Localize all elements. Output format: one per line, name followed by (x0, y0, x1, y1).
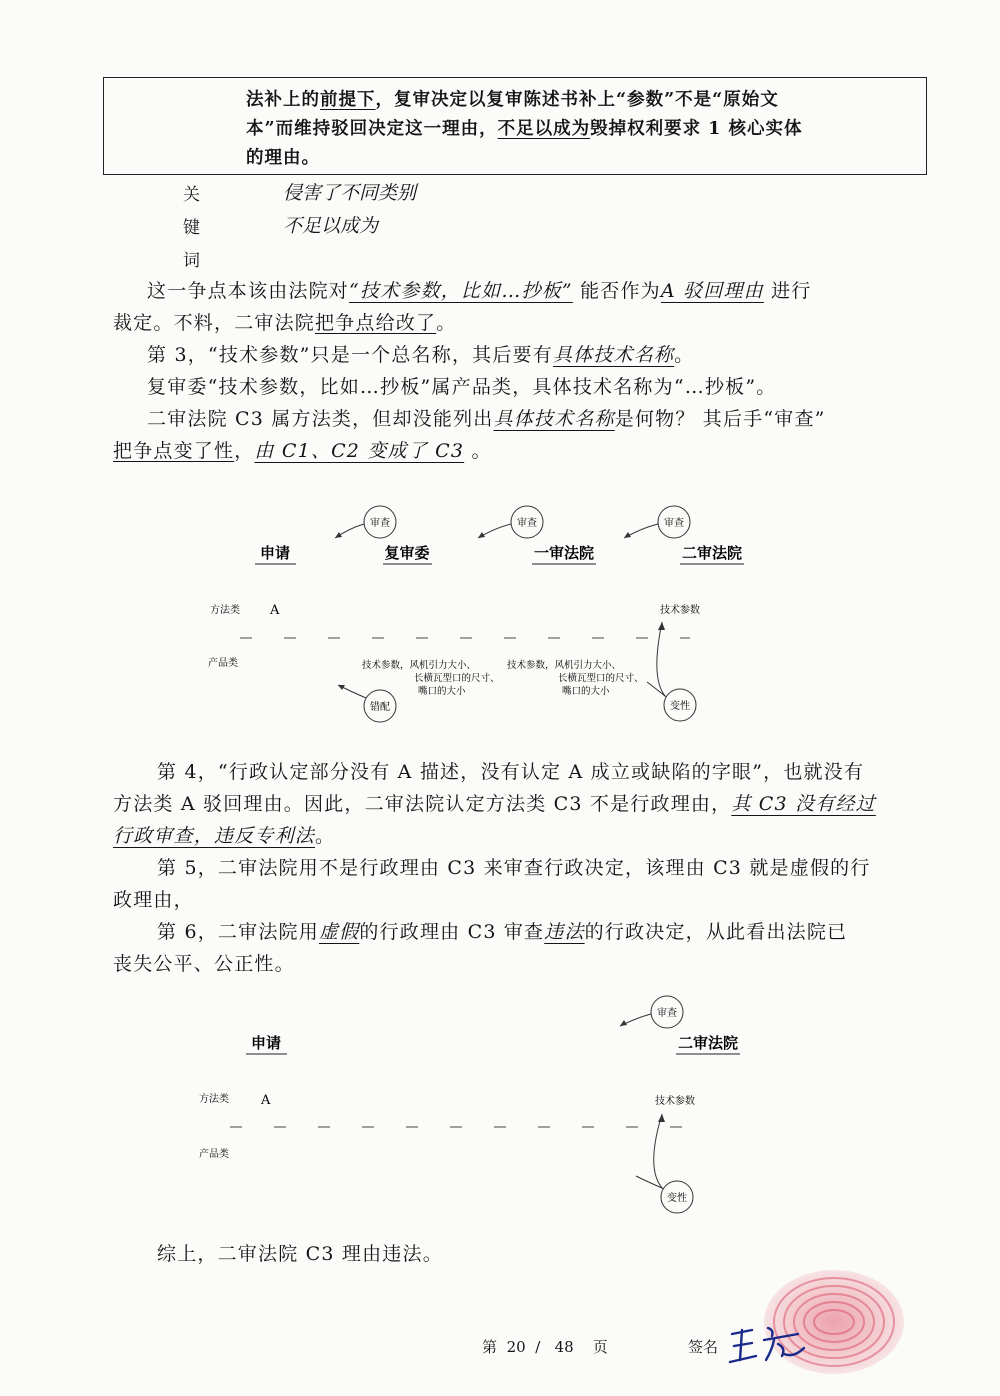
p6-text-b: 政理由， (113, 889, 194, 911)
p1-text-h: 。 (436, 312, 457, 334)
change-circle-d2 (636, 1114, 693, 1213)
p1-emphasis-d: A 驳回理由 (660, 280, 764, 302)
review-label-2: 审查 (517, 518, 537, 529)
p4-emphasis-d: 把争点变了性 (113, 440, 235, 462)
diagram-1 (0, 500, 1000, 730)
p1-text-f: 裁定。不料，二审法院 (113, 312, 316, 334)
review-circle-1 (335, 506, 396, 538)
handwritten-signature (728, 1318, 808, 1368)
paragraph-2 (113, 339, 913, 371)
stage-first-instance: 一审法院 (533, 544, 595, 562)
keyword-1: 侵害了不同类别 (283, 182, 417, 204)
keyword-label-1: 关 (183, 185, 200, 205)
page-sep: / (535, 1338, 541, 1356)
stage-second-instance-d2: 二审法院 (677, 1034, 739, 1052)
p5-emphasis-d: 行政审查，违反专利法 (113, 825, 316, 847)
p2-text-c: 。 (674, 344, 695, 366)
review-label-d2: 审查 (657, 1008, 677, 1019)
p4-emphasis-f: 由 C1、C2 变成了 C3 (254, 440, 465, 462)
mismatch-circle (338, 685, 396, 722)
review-label-3: 审查 (664, 518, 684, 529)
p7-text-e: 的行政决定，从此看出法院已 (584, 921, 848, 943)
p2-emphasis-b: 具体技术名称 (552, 344, 675, 366)
page-number (482, 1336, 608, 1357)
a-label: A (270, 603, 280, 618)
paragraph-6 (113, 852, 913, 916)
paragraph-4 (113, 403, 913, 467)
p7-text-a: 第 6，二审法院用 (157, 921, 319, 943)
sign-label: 签名 (688, 1338, 719, 1356)
p5-emphasis-c: 其 C3 没有经过 (731, 793, 876, 815)
review-circle-d2 (620, 996, 683, 1028)
keyword-2: 不足以成为 (283, 215, 379, 237)
stage-reexam-board: 复审委 (384, 544, 430, 562)
row-product: 产品类 (208, 658, 238, 669)
review-circle-3 (624, 506, 690, 538)
tech-param-label: 技术参数 (660, 605, 700, 616)
p5-text-a: 第 4，“行政认定部分没有 A 描述，没有认定 A 成立或缺陷的字眼”，也就没有 (157, 761, 865, 783)
review-label-1: 审查 (370, 518, 390, 529)
box-line2-underlined: 不足以成为 (497, 119, 591, 139)
keyword-label-2: 键 (183, 218, 200, 238)
mismatch-label: 错配 (370, 702, 390, 713)
p7-emphasis-b: 虚假 (318, 921, 360, 943)
p7-text-c: 的行政理由 C3 审查 (359, 921, 545, 943)
stage-apply-d2: 申请 (250, 1034, 282, 1052)
page-prefix: 第 (482, 1338, 498, 1356)
p1-text-e: 进行 (763, 280, 812, 302)
box-line1-b: ，复审决定以复审陈述书补上“参数”不是“原始文 (375, 90, 779, 110)
quote-box (103, 77, 927, 175)
p7-emphasis-d: 违法 (544, 921, 585, 943)
tech-param-label-d2: 技术参数 (655, 1096, 695, 1107)
box-line1-underlined: 前提下 (320, 90, 376, 110)
change-circle (647, 622, 696, 721)
box-line3: 的理由。 (246, 148, 320, 168)
diagram-2 (0, 990, 1000, 1220)
p6-text-a: 第 5，二审法院用不是行政理由 C3 来审查行政决定，该理由 C3 就是虚假的行 (157, 857, 871, 879)
box-line1-a: 法补上的 (246, 90, 320, 110)
paragraph-3: 复审委“技术参数，比如…抄板”属产品类，具体技术名称为“…抄板”。 (147, 376, 777, 398)
keyword-label-3: 词 (183, 251, 200, 271)
p4-text-e: ， (234, 440, 255, 462)
paragraph-7 (113, 916, 913, 980)
note1-line2: 长横瓦型口的尺寸、 (414, 673, 500, 684)
row-method-d2: 方法类 (199, 1094, 229, 1105)
p4-text-g: 。 (464, 440, 492, 462)
stage-apply: 申请 (259, 544, 291, 562)
p4-text-a: 二审法院 C3 属方法类，但却没能列出 (147, 408, 494, 430)
p1-emphasis-g: 把争点给改了 (315, 312, 437, 334)
p4-emphasis-b: 具体技术名称 (493, 408, 615, 430)
p7-text-f: 丧失公平、公正性。 (113, 953, 295, 975)
p4-text-c: 是何物？ 其后手“审查” (614, 408, 826, 430)
paragraph-5 (113, 756, 913, 852)
conclusion: 综上，二审法院 C3 理由违法。 (157, 1243, 443, 1265)
note2-line1: 技术参数，风机引力大小、 (507, 660, 622, 671)
note2-line3: 嘴口的大小 (562, 686, 610, 697)
p1-emphasis-b: “技术参数，比如…抄板” (349, 280, 573, 302)
row-method: 方法类 (210, 605, 240, 616)
p1-text-a: 这一争点本该由法院对 (147, 280, 350, 302)
quote-text (246, 86, 846, 173)
paragraph-1 (113, 275, 913, 339)
note1-line1: 技术参数，风机引力大小、 (362, 660, 477, 671)
p5-text-e: 。 (315, 825, 336, 847)
change-label: 变性 (670, 701, 690, 712)
page-suffix: 页 (592, 1338, 608, 1356)
review-circle-2 (478, 506, 543, 538)
note1-line3: 嘴口的大小 (418, 686, 466, 697)
page-total: 48 (554, 1338, 574, 1356)
p1-text-c: 能否作为 (572, 280, 661, 302)
stage-second-instance: 二审法院 (681, 544, 743, 562)
note2-line2: 长横瓦型口的尺寸、 (558, 673, 644, 684)
box-line2-b: 毁掉权利要求 1 核心实体 (590, 119, 803, 139)
change-label-d2: 变性 (667, 1193, 687, 1204)
p5-text-b: 方法类 A 驳回理由。因此，二审法院认定方法类 C3 不是行政理由， (113, 793, 732, 815)
row-product-d2: 产品类 (199, 1149, 229, 1160)
p2-text-a: 第 3，“技术参数”只是一个总名称，其后要有 (147, 344, 553, 366)
a-label-d2: A (261, 1093, 271, 1108)
page-num: 20 (506, 1338, 526, 1356)
box-line2-a: 本”而维持驳回决定这一理由， (246, 119, 498, 139)
